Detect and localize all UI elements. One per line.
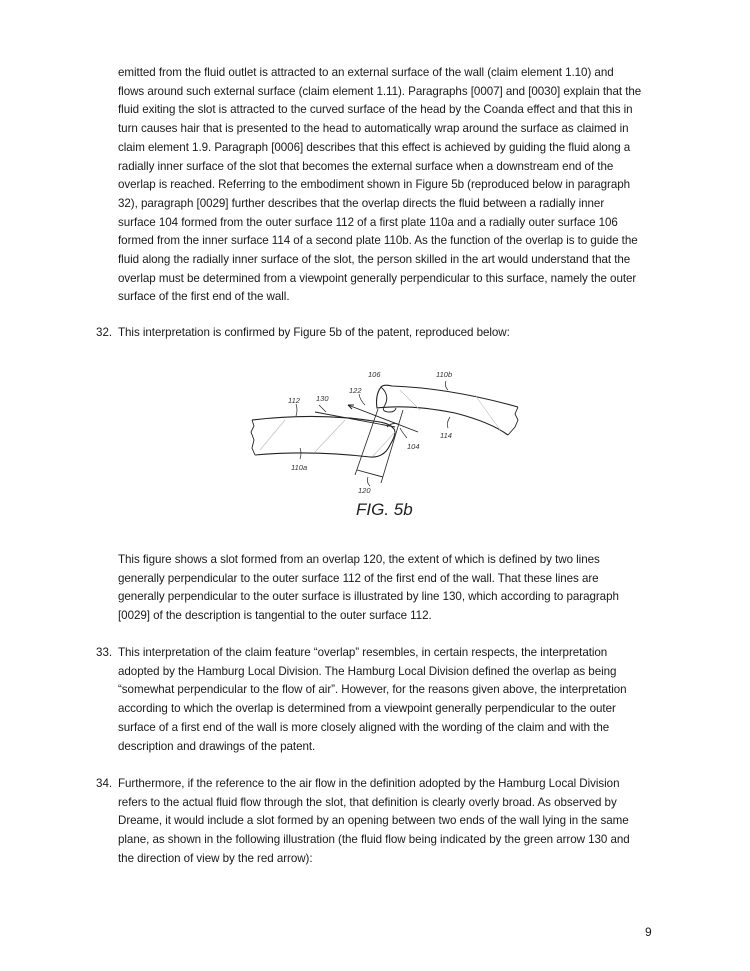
text-line: [0029] of the description is tangential to the outer surface 112. bbox=[118, 609, 432, 623]
text-line: adopted by the Hamburg Local Division. The Hamburg Local Division defined the overlap as being bbox=[118, 664, 617, 678]
paragraph-33 bbox=[118, 644, 658, 756]
figure-label-122: 122 bbox=[349, 386, 362, 395]
text-line: flows around such external surface (claim element 1.11). Paragraphs [0007] and [0030] explain that the bbox=[118, 84, 642, 98]
text-line: formed from the inner surface 114 of a second plate 110b. As the function of the overlap is to guide the bbox=[118, 234, 638, 248]
text-line: “somewhat perpendicular to the flow of air”. However, for the reasons given above, the interpretation bbox=[118, 683, 627, 697]
figure-explanation-paragraph bbox=[118, 551, 658, 626]
paragraph-34 bbox=[118, 775, 658, 869]
figure-label-120: 120 bbox=[358, 486, 371, 495]
text-line: plane, as shown in the following illustration (the fluid flow being indicated by the green arrow 130 and bbox=[118, 833, 630, 847]
figure-label-104: 104 bbox=[407, 442, 420, 451]
text-line: fluid exiting the slot is attracted to the curved surface of the head by the Coanda effect and that this in bbox=[118, 103, 633, 117]
text-line: surface of a first end of the wall is more closely aligned with the wording of the claim and with the bbox=[118, 720, 610, 734]
paragraph-32-number: 32. bbox=[96, 326, 113, 339]
figure-label-106: 106 bbox=[368, 370, 381, 379]
text-line: emitted from the fluid outlet is attracted to an external surface of the wall (claim element 1.10) and bbox=[118, 66, 614, 79]
text-line: This figure shows a slot formed from an overlap 120, the extent of which is defined by two lines bbox=[118, 553, 600, 566]
text-line: overlap must be determined from a viewpoint generally perpendicular to this surface, namely the outer bbox=[118, 271, 637, 285]
text-line: description and drawings of the patent. bbox=[118, 739, 316, 753]
page-number: 9 bbox=[645, 925, 652, 939]
text-line: Furthermore, if the reference to the air flow in the definition adopted by the Hamburg Local Division bbox=[118, 777, 620, 790]
figure-label-130: 130 bbox=[316, 394, 329, 403]
figure-label-112: 112 bbox=[288, 396, 300, 405]
text-line: according to which the overlap is determined from a viewpoint generally perpendicular to the outer bbox=[118, 702, 616, 716]
paragraph-34-number: 34. bbox=[96, 777, 113, 790]
text-line: Dreame, it would include a slot formed by an opening between two ends of the wall lying in the same bbox=[118, 814, 629, 828]
text-line: This interpretation is confirmed by Figure 5b of the patent, reproduced below: bbox=[118, 326, 510, 339]
text-line: refers to the actual fluid flow through the slot, that definition is clearly overly broad. As observed by bbox=[118, 795, 617, 809]
text-line: surface of the first end of the wall. bbox=[118, 290, 290, 304]
text-line: surface 104 formed from the outer surface 112 of a first plate 110a and a radially outer surface 106 bbox=[118, 215, 618, 229]
paragraph-32 bbox=[118, 324, 658, 343]
text-line: overlap is reached. Referring to the embodiment shown in Figure 5b (reproduced below in paragraph bbox=[118, 178, 631, 192]
figure-label-110b: 110b bbox=[436, 370, 453, 379]
text-line: generally perpendicular to the outer surface is illustrated by line 130, which according to paragraph bbox=[118, 590, 619, 604]
text-line: This interpretation of the claim feature “overlap” resembles, in certain respects, the interpretation bbox=[118, 646, 608, 659]
text-line: fluid along the radially inner surface of the slot, the person skilled in the art would understand that the bbox=[118, 253, 631, 267]
figure-label-114: 114 bbox=[440, 431, 452, 440]
paragraph-31-continuation bbox=[118, 64, 658, 307]
text-line: turn causes hair that is presented to the head to automatically wrap around the surface as claimed in bbox=[118, 122, 629, 136]
paragraph-33-number: 33. bbox=[96, 646, 113, 659]
text-line: generally perpendicular to the outer surface 112 of the first end of the wall. That these lines are bbox=[118, 571, 599, 585]
text-line: 32), paragraph [0029] further describes that the overlap directs the fluid between a radially inner bbox=[118, 196, 605, 210]
figure-label-110a: 110a bbox=[291, 463, 308, 472]
text-line: radially inner surface of the slot that becomes the external surface when a downstream end of the bbox=[118, 159, 614, 173]
figure-caption: FIG. 5b bbox=[356, 500, 413, 519]
text-line: the direction of view by the red arrow): bbox=[118, 851, 313, 865]
text-line: claim element 1.9. Paragraph [0006] describes that this effect is achieved by guiding the fluid along a bbox=[118, 140, 631, 154]
